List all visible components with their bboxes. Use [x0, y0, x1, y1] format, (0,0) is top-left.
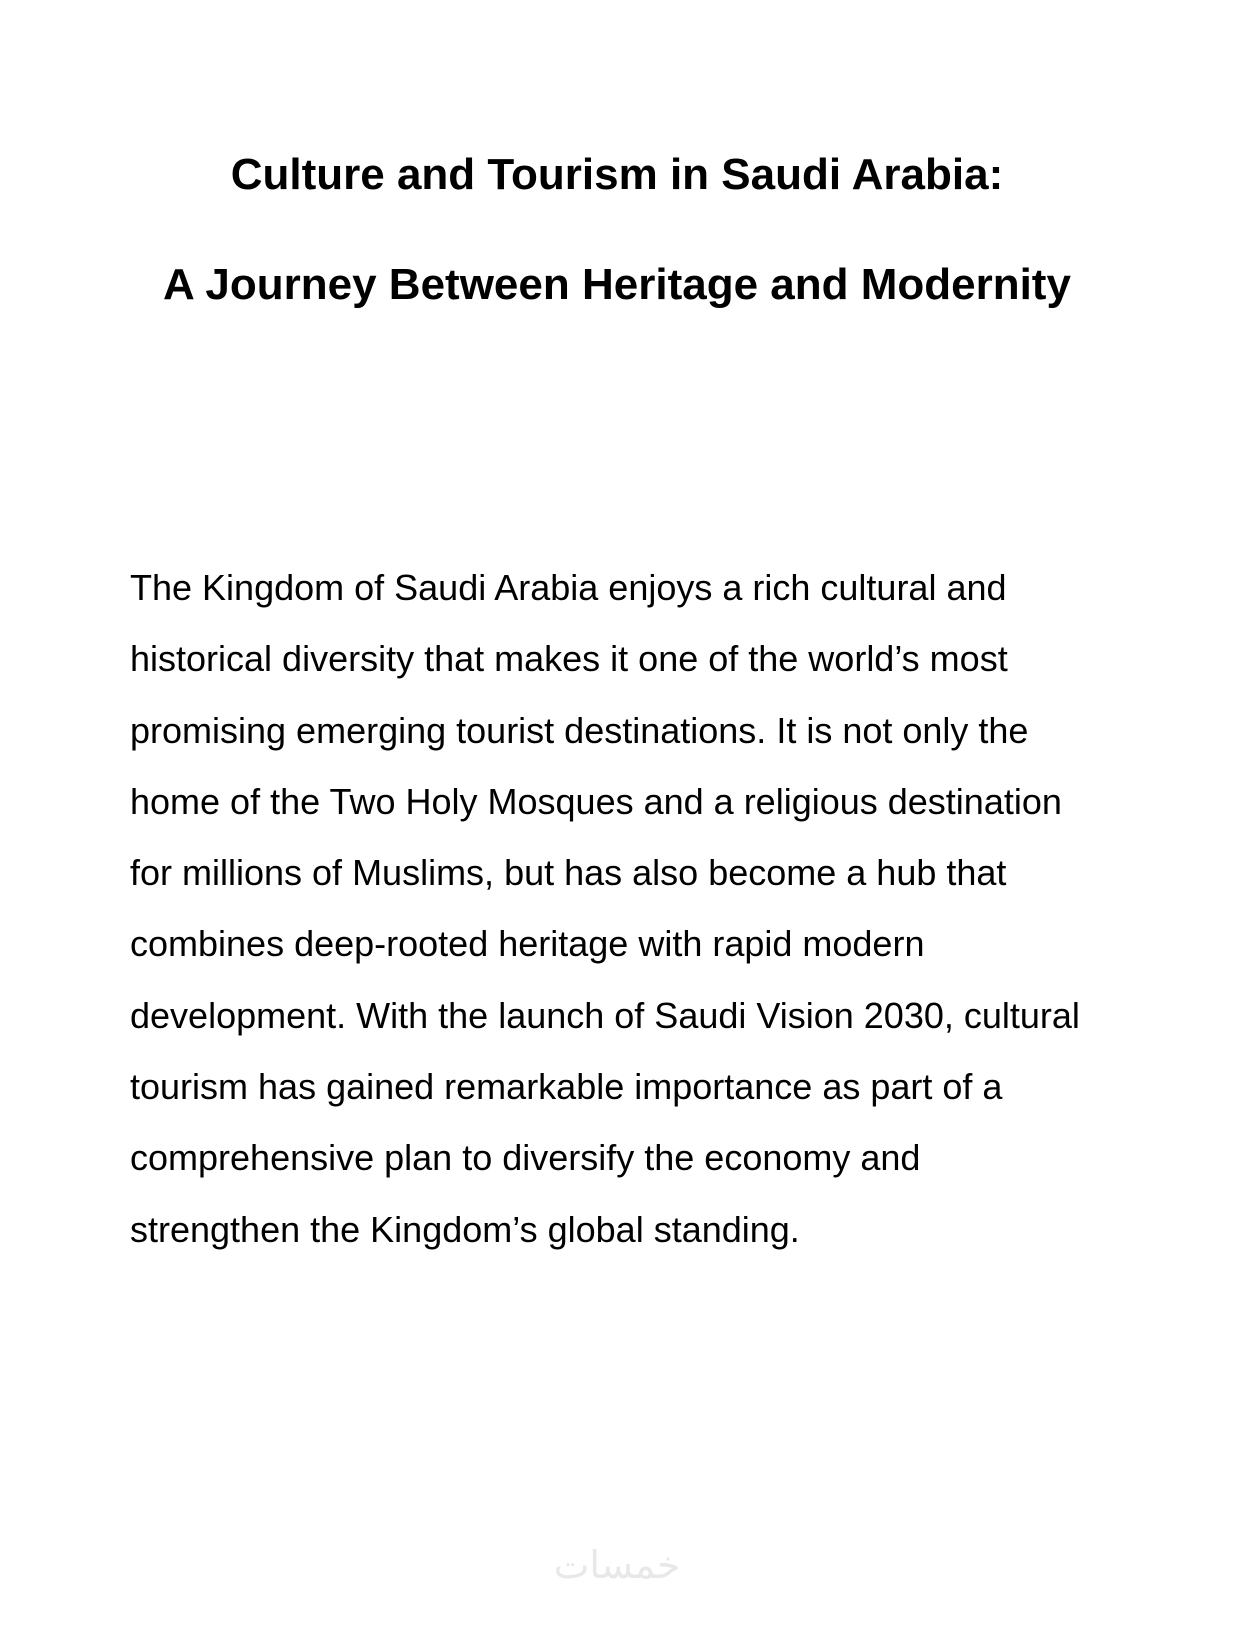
- body-paragraph: The Kingdom of Saudi Arabia enjoys a rich cultural and historical diversity that makes it one of the world’s most promising emerging tourist destinations. It is not only the home of the Two Holy Mosques and a religious destination for millions of Muslims, but has also become a hub that combines deep-rooted heritage with rapid modern development. With the launch of Saudi Vision 2030, cultural tourism has gained remarkable importance as part of a comprehensive plan to diversify the economy and strengthen the Kingdom’s global standing.: [130, 567, 1080, 1250]
- document-title: Culture and Tourism in Saudi Arabia:: [230, 150, 1004, 199]
- watermark-logo: خمسات: [553, 1543, 681, 1587]
- document-subtitle: A Journey Between Heritage and Modernity: [163, 260, 1071, 309]
